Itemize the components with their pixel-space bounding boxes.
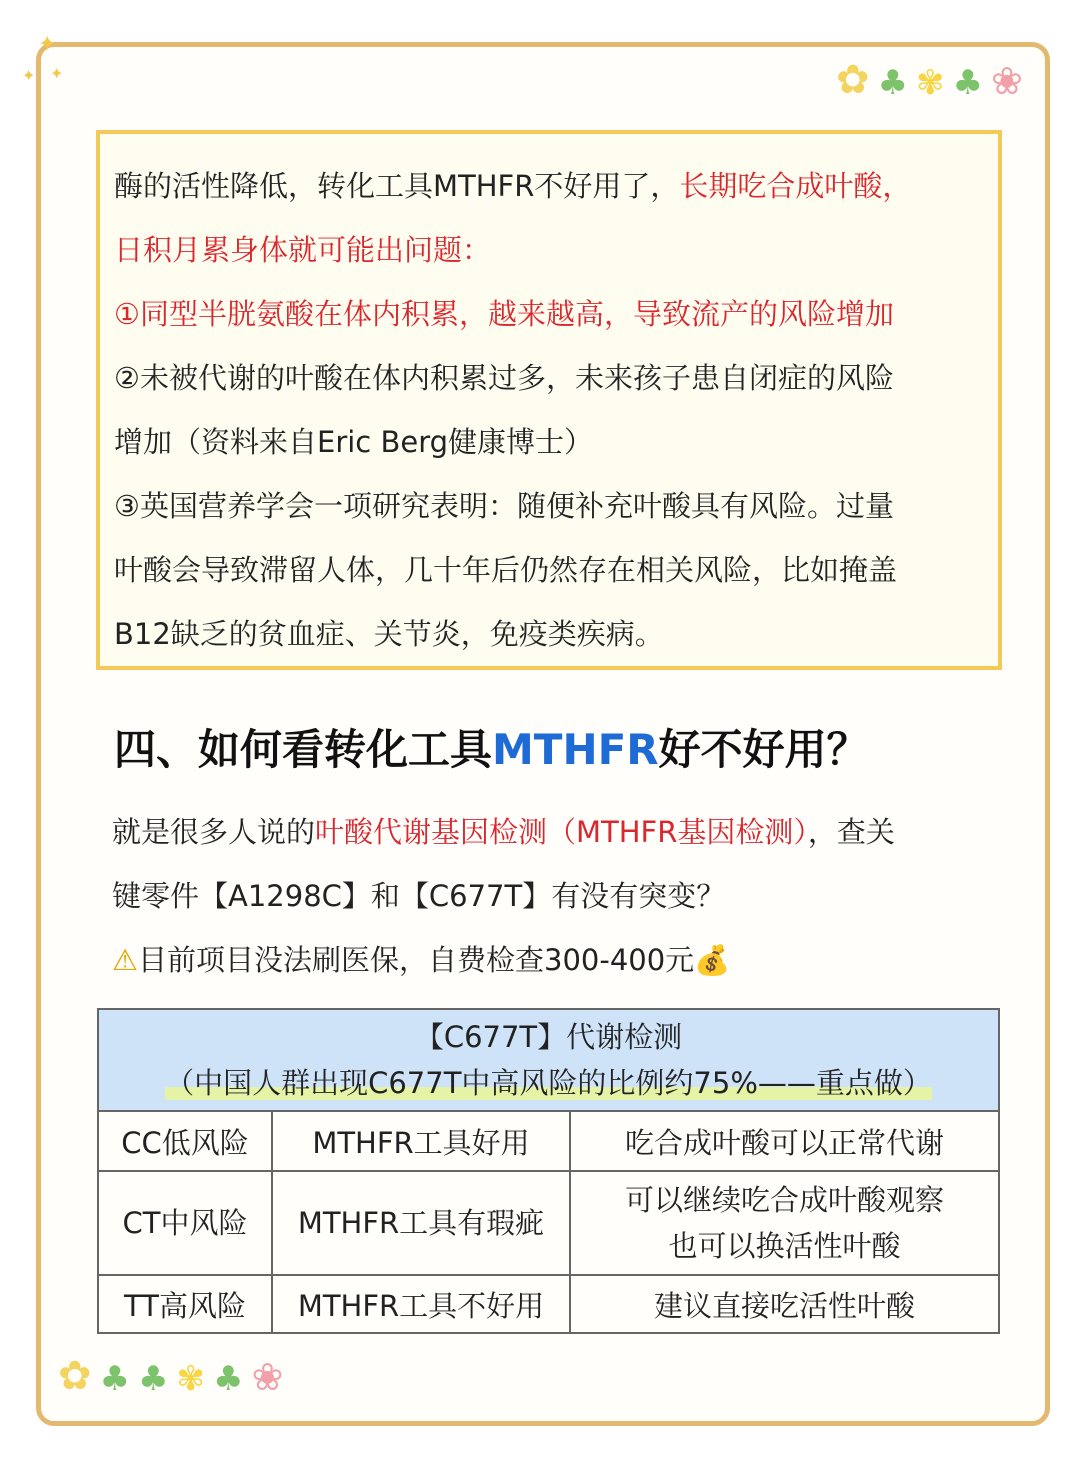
flower-icon: ✿	[58, 1353, 92, 1399]
sprout-icon: ♣	[99, 1359, 130, 1399]
intro-text: ，查关	[807, 815, 895, 849]
advice-cell	[570, 1171, 999, 1275]
sprout-icon: ♣	[952, 63, 983, 103]
note-item-3-cont: B12缺乏的贫血症、关节炎，免疫类疾病。	[114, 617, 664, 651]
note-item-3-cont: 叶酸会导致滞留人体，几十年后仍然存在相关风险，比如掩盖	[114, 553, 898, 587]
bottom-flower-decoration	[58, 1353, 284, 1399]
heading-text: 好不好用？	[658, 725, 869, 774]
advice-cell: 建议直接吃活性叶酸	[570, 1275, 999, 1333]
tool-cell: MTHFR工具有瑕疵	[272, 1171, 570, 1275]
intro-highlight: 叶酸代谢基因检测（MTHFR基因检测）	[315, 815, 808, 849]
note-item-1: ①同型半胱氨酸在体内积累，越来越高，导致流产的风险增加	[114, 297, 894, 331]
money-bag-icon: 💰	[694, 943, 731, 977]
c677t-table	[97, 1008, 1000, 1334]
table-header	[98, 1009, 999, 1111]
sparkle-icon: ✦	[38, 32, 57, 57]
flower-icon: ✾	[176, 1359, 205, 1399]
tool-cell: MTHFR工具好用	[272, 1111, 570, 1171]
intro-line	[112, 800, 1002, 864]
tulip-icon: ❀	[251, 1355, 284, 1399]
note-highlight: 长期吃合成叶酸，	[679, 169, 912, 203]
heading-highlight: MTHFR	[492, 725, 659, 774]
intro-line: 键零件【A1298C】和【C677T】有没有突变？	[112, 879, 726, 913]
table-row	[98, 1111, 999, 1171]
risk-note-box	[96, 130, 1002, 670]
flower-icon: ✿	[836, 57, 870, 103]
advice-line: 也可以换活性叶酸	[668, 1229, 901, 1263]
top-flower-decoration	[836, 57, 1023, 103]
heading-text: 四、如何看转化工具	[114, 725, 493, 774]
table-title: 【C677T】代谢检测	[414, 1020, 683, 1054]
note-item-2: ②未被代谢的叶酸在体内积累过多，未来孩子患自闭症的风险	[114, 361, 894, 395]
advice-cell: 吃合成叶酸可以正常代谢	[570, 1111, 999, 1171]
intro-text: 就是很多人说的	[112, 815, 316, 849]
note-item-3: ③英国营养学会一项研究表明：随便补充叶酸具有风险。过量	[114, 489, 894, 523]
warning-text: 目前项目没法刷医保，自费检查300-400元	[138, 943, 695, 977]
note-line: 日积月累身体就可能出问题：	[114, 233, 492, 267]
sparkle-icon: ✦	[50, 64, 64, 83]
sparkle-icon: ✦	[22, 66, 36, 85]
table-row	[98, 1275, 999, 1333]
risk-cell: TT高风险	[98, 1275, 272, 1333]
sprout-icon: ♣	[877, 63, 908, 103]
sprout-icon: ♣	[212, 1359, 244, 1399]
section-heading	[114, 718, 1014, 782]
note-line	[114, 154, 984, 218]
sprout-icon: ♣	[138, 1359, 169, 1399]
tulip-icon: ❀	[990, 59, 1023, 103]
flower-icon: ✾	[916, 63, 945, 103]
warning-line	[112, 928, 1002, 992]
section-intro	[112, 800, 1002, 992]
warning-icon: ⚠	[112, 943, 138, 977]
advice-line: 可以继续吃合成叶酸观察	[624, 1183, 944, 1217]
note-text: 酶的活性降低，转化工具MTHFR不好用了，	[114, 169, 680, 203]
tool-cell: MTHFR工具不好用	[272, 1275, 570, 1333]
table-subtitle: （中国人群出现C677T中高风险的比例约75%——重点做）	[165, 1066, 932, 1100]
risk-cell: CT中风险	[98, 1171, 272, 1275]
table-row	[98, 1171, 999, 1275]
risk-cell: CC低风险	[98, 1111, 272, 1171]
note-item-2-cont: 增加（资料来自Eric Berg健康博士）	[114, 425, 594, 459]
